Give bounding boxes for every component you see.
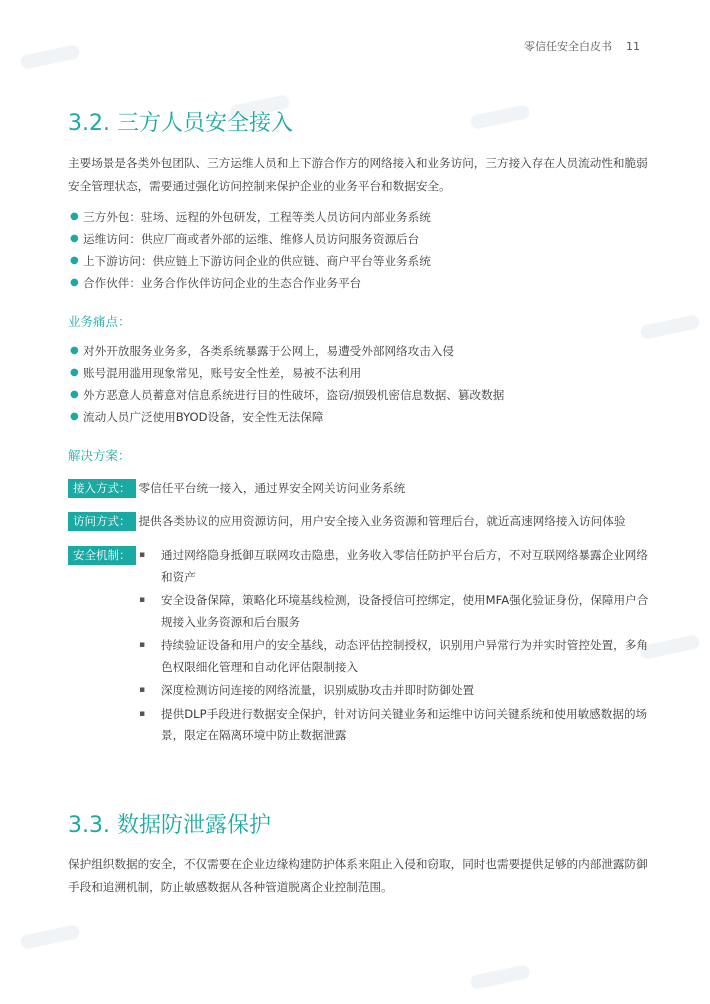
section-intro: 保护组织数据的安全，不仅需要在企业边缘构建防护体系来阻止入侵和窃取，同时也需要提供足够的内部泄露防御手段和追溯机制，防止敏感数据从各种管道脱离企业控制范围。 bbox=[68, 857, 648, 894]
security-mechanism-tag: 安全机制： bbox=[68, 546, 136, 565]
list-item: ▪ 持续验证设备和用户的安全基线，动态评估控制授权，识别用户异常行为并实时管控处置，多角色权限细化管理和自动化评估限制接入 bbox=[139, 638, 648, 674]
section-heading-3-3: 3.3. 数据防泄露保护 bbox=[68, 813, 271, 838]
security-mechanism-row bbox=[68, 545, 139, 565]
list-item: ● 流动人员广泛使用BYOD设备，安全性无法保障 bbox=[70, 410, 324, 424]
access-method-text: 零信任平台统一接入，通过界安全网关访问业务系统 bbox=[138, 481, 406, 495]
section-intro: 主要场景是各类外包团队、三方运维人员和上下游合作方的网络接入和业务访问，三方接入存在人员流动性和脆弱安全管理状态，需要通过强化访问控制来保护企业的业务平台和数据安全。 bbox=[68, 156, 648, 193]
pain-points-list bbox=[68, 340, 504, 428]
watermark bbox=[19, 924, 81, 950]
document-title: 零信任安全白皮书 bbox=[524, 40, 612, 53]
page-header bbox=[524, 38, 640, 54]
visit-method-text: 提供各类协议的应用资源访问，用户安全接入业务资源和管理后台，就近高速网络接入访问体验 bbox=[138, 514, 626, 528]
list-item: ● 合作伙伴：业务合作伙伴访问企业的生态合作业务平台 bbox=[70, 276, 362, 290]
scenario-list bbox=[68, 206, 431, 294]
list-item: ▪ 通过网络隐身抵御互联网攻击隐患，业务收入零信任防护平台后方，不对互联网络暴露企业网络和资产 bbox=[139, 548, 648, 584]
visit-method-tag: 访问方式： bbox=[68, 512, 136, 531]
list-item: ▪ 提供DLP手段进行数据安全保护，针对访问关键业务和运维中访问关键系统和使用敏感数据的场景，限定在隔离环境中防止数据泄露 bbox=[139, 706, 648, 742]
watermark bbox=[19, 44, 81, 70]
access-method-tag: 接入方式： bbox=[68, 479, 136, 498]
list-item: ▪ 安全设备保障，策略化环境基线检测，设备授信可控绑定，使用MFA强化验证身份，保障用户合规接入业务资源和后台服务 bbox=[139, 593, 649, 629]
list-item: ● 外方恶意人员蓄意对信息系统进行目的性破坏，盗窃/损毁机密信息数据、篡改数据 bbox=[70, 388, 505, 402]
list-item: ● 账号混用滥用现象常见，账号安全性差，易被不法利用 bbox=[70, 366, 362, 380]
list-item: ● 对外开放服务业务多，各类系统暴露于公网上，易遭受外部网络攻击入侵 bbox=[70, 344, 455, 358]
security-mechanism-list bbox=[139, 545, 649, 749]
section-heading-3-2: 3.2. 三方人员安全接入 bbox=[68, 111, 293, 136]
pain-points-title: 业务痛点： bbox=[68, 314, 131, 329]
solution-title: 解决方案： bbox=[68, 448, 131, 463]
list-item: ● 三方外包：驻场、远程的外包研发，工程等类人员访问内部业务系统 bbox=[70, 210, 431, 224]
access-method-row bbox=[68, 478, 405, 498]
list-item: ▪ 深度检测访问连接的网络流量，识别威胁攻击并即时防御处置 bbox=[139, 683, 475, 697]
visit-method-row bbox=[68, 511, 625, 531]
list-item: ● 运维访问：供应厂商或者外部的运维、维修人员访问服务资源后台 bbox=[70, 232, 420, 246]
watermark bbox=[469, 104, 531, 130]
list-item: ● 上下游访问：供应链上下游访问企业的供应链、商户平台等业务系统 bbox=[70, 254, 431, 268]
watermark bbox=[469, 964, 531, 990]
page-number: 11 bbox=[626, 40, 640, 53]
watermark bbox=[639, 314, 701, 340]
